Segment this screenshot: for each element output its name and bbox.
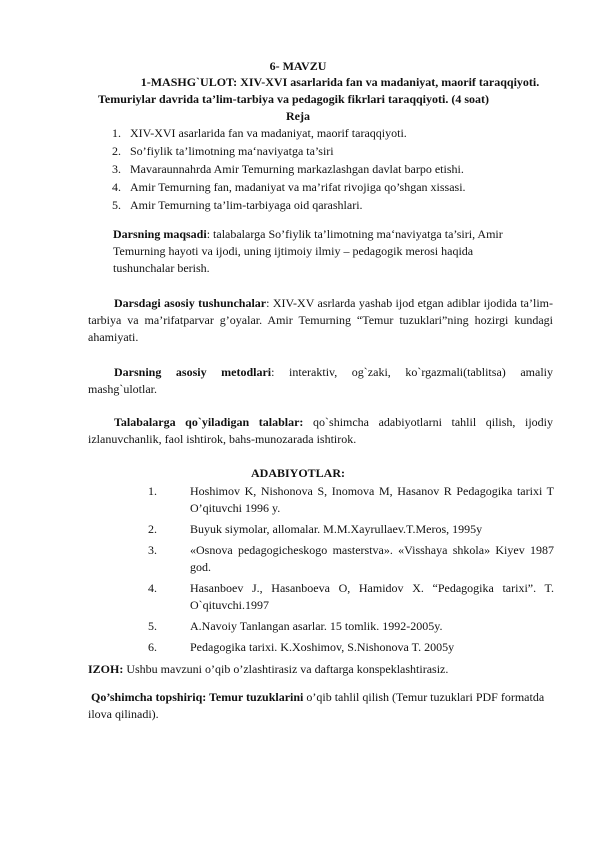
tushunchalar-label: Darsdagi asosiy tushunchalar [114,296,267,310]
reference-number: 1. [148,484,157,498]
plan-item-number: 3. [112,162,121,176]
references-list [118,483,554,660]
plan-item-text: So’fiylik ta’limotning ma‘naviyatga ta’siri [130,144,334,158]
plan-item-text: XIV-XVI asarlarida fan va madaniyat, maorif taraqqiyoti. [130,126,407,140]
reference-text: Hasanboev J., Hasanboeva O, Hamidov X. “Pedagogika tarixi”. T. O`qituvchi.1997 [190,581,554,612]
maqsad-label: Darsning maqsadi [113,227,207,241]
tushunchalar-paragraph [88,295,553,346]
plan-item-text: Amir Temurning fan, madaniyat va ma’rifat rivojiga qo’shgan xissasi. [130,180,466,194]
talablar-paragraph [88,414,553,448]
tushunchalar-text: : XIV-XV asrlarda yashab ijod etgan adiblar ijodida ta’lim-tarbiya va ma’rifatparvar g’oyalar. Amir Temurning “Temur tuzuklari”ning hozirgi kundagi ahamiyati. [88,296,553,344]
reference-number: 2. [148,522,157,536]
metodlar-label: Darsning asosiy metodlari [114,365,272,379]
reference-number: 5. [148,619,157,633]
plan-item-text: Amir Temurning ta’lim-tarbiyaga oid qarashlari. [130,198,363,212]
reference-item [118,542,554,576]
plan-item [112,125,552,143]
plan-item-number: 4. [112,180,121,194]
plan-item [112,143,552,161]
qoshimcha-label: Qo’shimcha topshiriq: Temur tuzuklarini [91,690,304,704]
reference-item [118,521,554,538]
plan-list [112,125,552,215]
izoh-note [88,661,558,678]
izoh-text: Ushbu mavzuni o’qib o’zlashtirasiz va daftarga konspeklashtirasiz. [123,662,449,676]
plan-item [112,179,552,197]
reference-item [118,639,554,656]
reference-number: 4. [148,581,157,595]
adabiyotlar-heading: ADABIYOTLAR: [250,466,345,480]
qoshimcha-task [88,689,558,723]
mavzu-heading: 6- MAVZU [269,59,327,73]
plan-item-number: 5. [112,198,121,212]
lesson-title-line2: Temuriylar davrida ta’lim-tarbiya va pedagogik fikrlari taraqqiyoti. (4 soat) [98,92,489,106]
reference-text: Hoshimov K, Nishonova S, Inomova M, Hasanov R Pedagogika tarixi T O’qituvchi 1996 y. [190,484,554,515]
reference-text: Pedagogika tarixi. K.Xoshimov, S.Nishonova T. 2005y [190,640,455,654]
plan-item [112,161,552,179]
reference-item [118,483,554,517]
qoshimcha-text: o’qib tahlil qilish (Temur tuzuklari PDF formatda ilova qilinadi). [88,690,545,721]
plan-item-number: 2. [112,144,121,158]
reference-item [118,618,554,635]
reference-text: Buyuk siymolar, allomalar. M.M.Xayrullaev.T.Meros, 1995y [190,522,483,536]
plan-item-number: 1. [112,126,121,140]
maqsad-text: : talabalarga So’fiylik ta’limotning ma‘naviyatga ta’siri, Amir Temurning hayoti va ijodi, uning ijtimoiy ilmiy – pedagogik merosi haqida tushunchalar berish. [113,227,503,275]
lesson-title-line1: 1-MASHG`ULOT: XIV-XVI asarlarida fan va madaniyat, maorif taraqqiyoti. [140,75,540,89]
metodlar-text: : interaktiv, og`zaki, ko`rgazmali(tablitsa) amaliy mashg`ulotlar. [88,365,553,396]
reference-text: A.Navoiy Tanlangan asarlar. 15 tomlik. 1992-2005y. [190,619,443,633]
plan-item-text: Mavaraunnahrda Amir Temurning markazlashgan davlat barpo etishi. [130,162,464,176]
metodlar-paragraph [88,364,553,398]
plan-item [112,197,552,215]
reference-text: «Osnova pedagogicheskogo masterstva». «Visshaya shkola» Kiyev 1987 god. [190,543,554,574]
reference-item [118,580,554,614]
talablar-label: Talabalarga qo`yiladigan talablar: [114,415,304,429]
maqsad-paragraph [113,226,527,277]
talablar-text: qo`shimcha adabiyotlarni tahlil qilish, ijodiy izlanuvchanlik, faol ishtirok, bahs-munozarada ishtirok. [88,415,554,446]
reference-number: 6. [148,640,157,654]
reja-heading: Reja [286,109,310,123]
izoh-label: IZOH: [88,662,124,676]
reference-number: 3. [148,543,157,557]
